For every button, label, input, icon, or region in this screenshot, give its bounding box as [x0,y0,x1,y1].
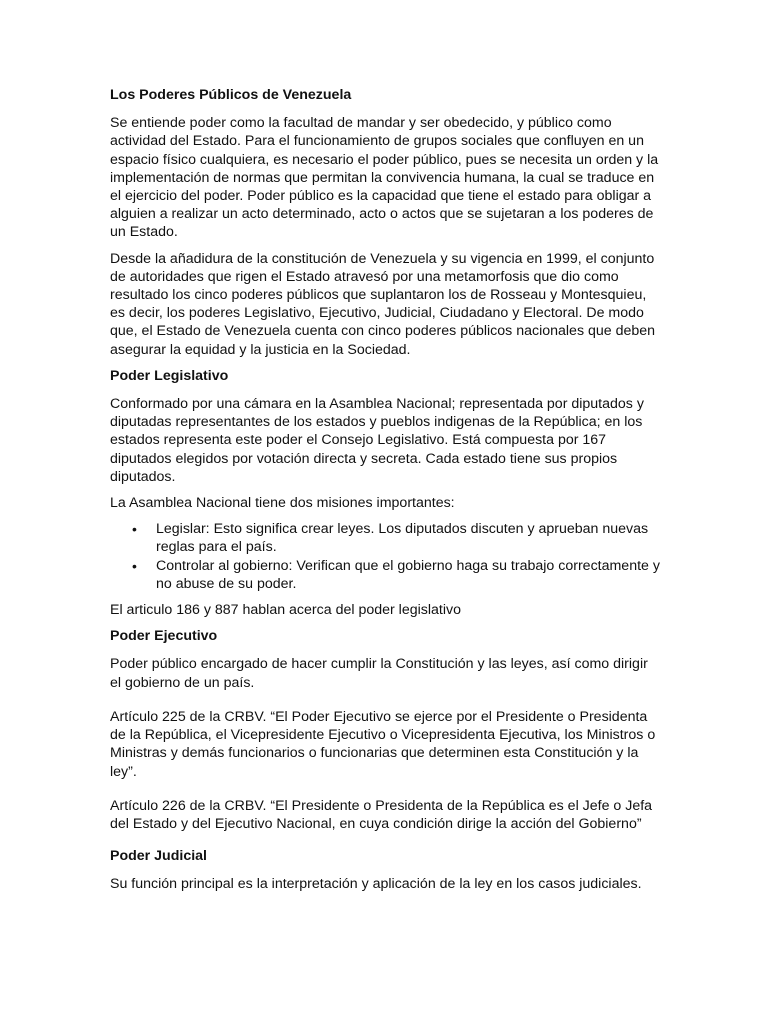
legislativo-bullet-list [110,520,662,593]
list-item [110,557,662,593]
section-heading-ejecutivo: Poder Ejecutivo [110,628,218,645]
legislativo-paragraph-2: La Asamblea Nacional tiene dos misiones importantes: [110,495,455,512]
list-item [110,520,662,556]
ejecutivo-article-225: Artículo 225 de la CRBV. “El Poder Ejecutivo se ejerce por el Presidente o Presidenta de la República, el Vicepresidente Ejecutivo o Vicepresidenta Ejecutiva, los Ministros o Ministras y demás funcionarios o funcionarias que determinen esta Constitución y la ley”. [110,708,656,780]
list-item-text: Legislar: Esto significa crear leyes. Los diputados discuten y aprueban nuevas reglas para el país. [156,521,649,556]
legislativo-paragraph-3: El articulo 186 y 887 hablan acerca del poder legislativo [110,602,461,619]
intro-paragraph-2: Desde la añadidura de la constitución de Venezuela y su vigencia en 1999, el conjunto de autoridades que rigen el Estado atravesó por una metamorfosis que dio como resultado los cinco poderes públicos que suplantaron los de Rosseau y Montesquieu, es decir, los poderes Legislativo, Ejecutivo, Judicial, Ciudadano y Electoral. De modo que, el Estado de Venezuela cuenta con cinco poderes públicos nacionales que deben asegurar la equidad y la justicia en la Sociedad. [110,250,656,358]
bullet-icon: • [132,557,137,574]
legislativo-paragraph-1: Conformado por una cámara en la Asamblea Nacional; representada por diputados y diputadas representantes de los estados y pueblos indigenas de la República; en los estados representa este poder el Consejo Legislativo. Está compuesta por 167 diputados elegidos por votación directa y secreta. Cada estado tiene sus propios diputados. [110,396,644,485]
document-title: Los Poderes Públicos de Venezuela [110,87,352,103]
section-heading-legislativo: Poder Legislativo [110,367,229,384]
intro-paragraph-1: Se entiende poder como la facultad de mandar y ser obedecido, y público como actividad del Estado. Para el funcionamiento de grupos sociales que confluyen en un espacio físico cualquiera, es necesario el poder público, pues se necesita un orden y la implementación de normas que permitan la convivencia humana, la cual se traduce en el ejercicio del poder. Poder público es la capacidad que tiene el estado para obligar a alguien a realizar un acto determinado, acto o actos que se sujetaran a los poderes de un Estado. [110,115,659,241]
section-heading-judicial: Poder Judicial [110,848,207,865]
judicial-paragraph-1: Su función principal es la interpretación y aplicación de la ley en los casos judiciales. [110,876,642,893]
document-body [110,86,662,902]
list-item-text: Controlar al gobierno: Verifican que el gobierno haga su trabajo correctamente y no abuse de su poder. [156,557,660,592]
bullet-icon: • [132,521,137,538]
ejecutivo-article-226: Artículo 226 de la CRBV. “El Presidente o Presidenta de la República es el Jefe o Jefa del Estado y del Ejecutivo Nacional, en cuya condición dirige la acción del Gobierno” [110,797,653,832]
ejecutivo-paragraph-1: Poder público encargado de hacer cumplir la Constitución y las leyes, así como dirigir el gobierno de un país. [110,656,648,691]
